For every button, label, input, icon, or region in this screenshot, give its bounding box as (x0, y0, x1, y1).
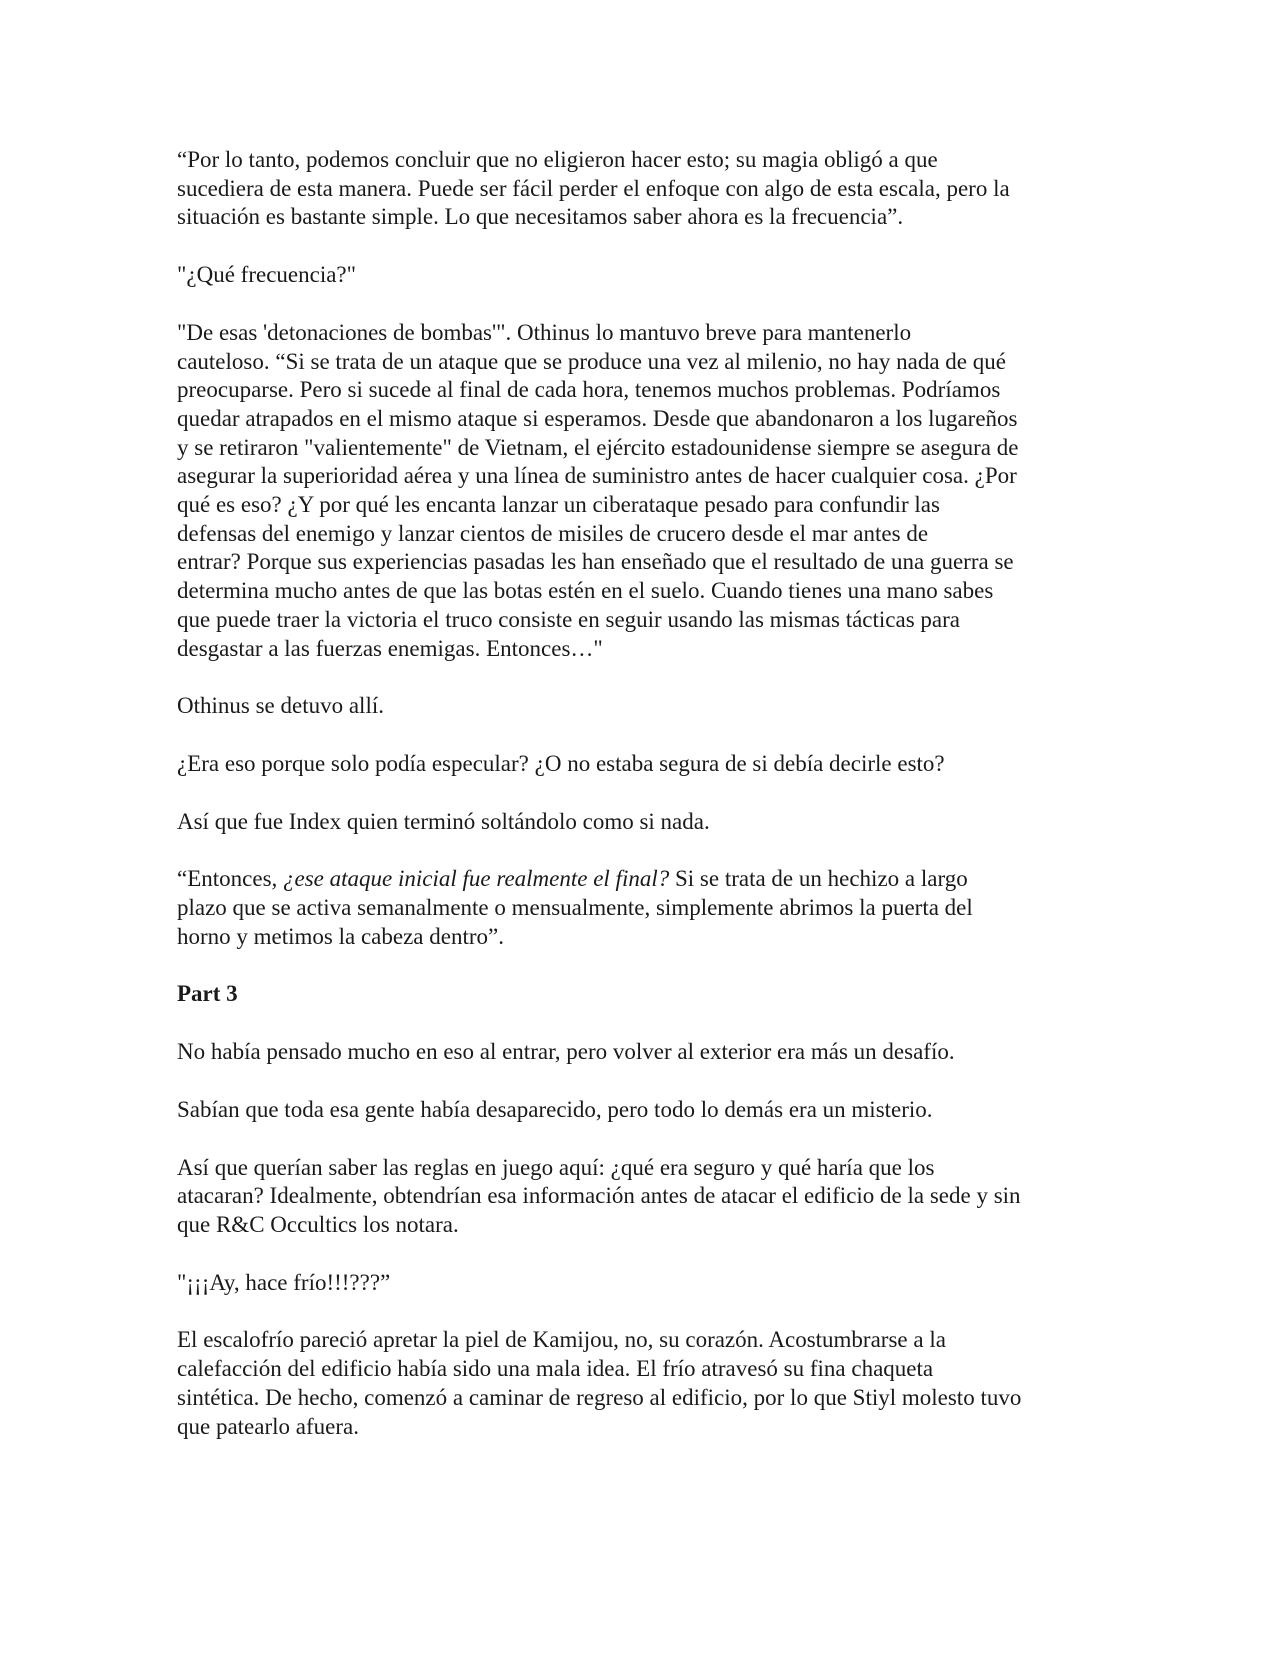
text-line: desgastar a las fuerzas enemigas. Entonces…" (177, 635, 603, 661)
heading-text: Part 3 (177, 981, 238, 1007)
text-line: No había pensado mucho en eso al entrar, pero volver al exterior era más un desafío. (177, 1039, 955, 1065)
text-line: sintética. De hecho, comenzó a caminar de regreso al edificio, por lo que Stiyl molesto tuvo (177, 1384, 1022, 1410)
text-line: "De esas 'detonaciones de bombas'". Othinus lo mantuvo breve para mantenerlo (177, 319, 912, 345)
paragraph-10 (177, 1154, 1107, 1240)
text-line: asegurar la superioridad aérea y una línea de suministro antes de hacer cualquier cosa. ¿Por (177, 463, 1017, 489)
paragraph-11 (177, 1269, 1107, 1298)
paragraph-3 (177, 319, 1107, 663)
text-line: entrar? Porque sus experiencias pasadas les han enseñado que el resultado de una guerra se (177, 549, 1014, 575)
text-line: El escalofrío pareció apretar la piel de Kamijou, no, su corazón. Acostumbrarse a la (177, 1327, 946, 1353)
text-line: atacaran? Idealmente, obtendrían esa información antes de atacar el edificio de la sede y sin (177, 1183, 1021, 1209)
paragraph-7 (177, 865, 1107, 951)
paragraph-2 (177, 261, 1107, 290)
paragraph-9 (177, 1096, 1107, 1125)
text-line: "¿Qué frecuencia?" (177, 262, 357, 288)
text-line: que R&C Occultics los notara. (177, 1211, 459, 1237)
paragraph-4 (177, 692, 1107, 721)
section-heading (177, 980, 1107, 1009)
paragraph-12 (177, 1326, 1107, 1441)
text-line: que puede traer la victoria el truco consiste en seguir usando las mismas tácticas para (177, 606, 960, 632)
text-line: sucediera de esta manera. Puede ser fácil perder el enfoque con algo de esta escala, pero la (177, 175, 1010, 201)
text-line: "¡¡¡Ay, hace frío!!!???” (177, 1269, 391, 1295)
text-line: ¿Era eso porque solo podía especular? ¿O no estaba segura de si debía decirle esto? (177, 750, 945, 776)
text-line: y se retiraron "valientemente" de Vietnam, el ejército estadounidense siempre se asegura de (177, 434, 1019, 460)
text-line: “Por lo tanto, podemos concluir que no eligieron hacer esto; su magia obligó a que (177, 147, 938, 172)
text-line: Así que querían saber las reglas en juego aquí: ¿qué era seguro y qué haría que los (177, 1154, 935, 1180)
paragraph-5 (177, 750, 1107, 779)
text-line: defensas del enemigo y lanzar cientos de misiles de crucero desde el mar antes de (177, 520, 929, 546)
text-line: Othinus se detuvo allí. (177, 693, 384, 719)
text-line: cauteloso. “Si se trata de un ataque que se produce una vez al milenio, no hay nada de qué (177, 348, 1006, 374)
text-line: preocuparse. Pero si sucede al final de cada hora, tenemos muchos problemas. Podríamos (177, 377, 1001, 403)
text-line: que patearlo afuera. (177, 1413, 359, 1439)
text-line: qué es eso? ¿Y por qué les encanta lanzar un ciberataque pesado para confundir las (177, 492, 940, 518)
paragraph-1 (177, 146, 1107, 232)
text-line: Así que fue Index quien terminó soltándolo como si nada. (177, 808, 710, 834)
text-italic: , ¿ese ataque inicial fue realmente el final? (271, 866, 670, 892)
text-line: plazo que se activa semanalmente o mensualmente, simplemente abrimos la puerta del (177, 895, 973, 921)
text-line: horno y metimos la cabeza dentro”. (177, 923, 504, 949)
document-body (177, 146, 1107, 1470)
text-line: Sabían que toda esa gente había desaparecido, pero todo lo demás era un misterio. (177, 1096, 933, 1122)
text-line: calefacción del edificio había sido una mala idea. El frío atravesó su fina chaqueta (177, 1356, 934, 1382)
text-line: situación es bastante simple. Lo que necesitamos saber ahora es la frecuencia”. (177, 204, 904, 230)
paragraph-8 (177, 1038, 1107, 1067)
text-line: determina mucho antes de que las botas estén en el suelo. Cuando tienes una mano sabes (177, 578, 994, 604)
text-line (177, 865, 1107, 894)
text-line: quedar atrapados en el mismo ataque si esperamos. Desde que abandonaron a los lugareños (177, 405, 1018, 431)
text-plain: “Entonces (177, 866, 272, 892)
text-plain: Si se trata de un hechizo a largo (669, 866, 968, 892)
paragraph-6 (177, 808, 1107, 837)
